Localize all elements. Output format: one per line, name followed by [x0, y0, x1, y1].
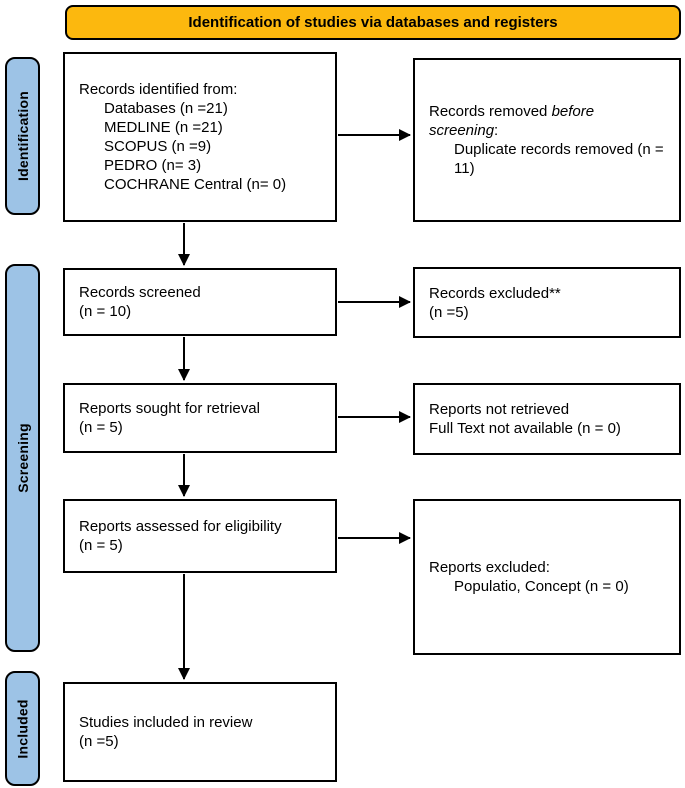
records-identified-item: SCOPUS (n =9)	[104, 138, 212, 155]
records-identified-item: MEDLINE (n =21)	[104, 119, 223, 136]
reports-excluded-heading: Reports excluded:	[429, 559, 550, 576]
box-records-excluded	[413, 267, 681, 338]
records-removed-suffix: :	[494, 122, 499, 139]
reports-not-retrieved-line1: Reports not retrieved	[429, 401, 570, 418]
records-identified-heading: Records identified from:	[79, 81, 238, 98]
diagram-title: Identification of studies via databases and registers	[188, 14, 558, 31]
records-identified-item: Databases (n =21)	[104, 100, 228, 117]
box-records-removed	[413, 58, 681, 222]
records-screened-line2: (n = 10)	[79, 303, 132, 320]
reports-sought-line1: Reports sought for retrieval	[79, 400, 260, 417]
reports-sought-line2: (n = 5)	[79, 419, 123, 436]
box-reports-sought	[63, 383, 337, 453]
records-screened-line1: Records screened	[79, 284, 201, 301]
stage-identification-label: Identification	[14, 91, 31, 181]
reports-assessed-line1: Reports assessed for eligibility	[79, 518, 282, 535]
studies-included-line1: Studies included in review	[79, 714, 253, 731]
diagram-header	[65, 5, 681, 40]
reports-assessed-line2: (n = 5)	[79, 537, 123, 554]
records-removed-italic1: before	[551, 103, 595, 120]
reports-excluded-item: Populatio, Concept (n = 0)	[454, 578, 629, 595]
box-records-identified	[63, 52, 337, 222]
box-reports-assessed	[63, 499, 337, 573]
records-excluded-line1: Records excluded**	[429, 284, 561, 302]
records-identified-item: PEDRO (n= 3)	[104, 157, 202, 174]
records-removed-item: Duplicate records removed (n = 11)	[454, 141, 664, 177]
studies-included-line2: (n =5)	[79, 733, 119, 750]
stage-identification	[5, 57, 40, 215]
reports-not-retrieved-line2: Full Text not available (n = 0)	[429, 420, 621, 437]
stage-included	[5, 671, 40, 786]
records-removed-italic2: screening	[429, 122, 495, 139]
records-identified-item: COCHRANE Central (n= 0)	[104, 176, 287, 193]
records-excluded-line2: (n =5)	[429, 303, 469, 321]
stage-included-label: Included	[14, 698, 31, 759]
box-reports-excluded	[413, 499, 681, 655]
records-removed-prefix: Records removed	[429, 103, 552, 120]
records-removed-heading	[429, 102, 667, 140]
box-reports-not-retrieved	[413, 383, 681, 455]
stage-screening	[5, 264, 40, 652]
stage-screening-label: Screening	[14, 423, 31, 493]
box-studies-included	[63, 682, 337, 782]
box-records-screened	[63, 268, 337, 336]
